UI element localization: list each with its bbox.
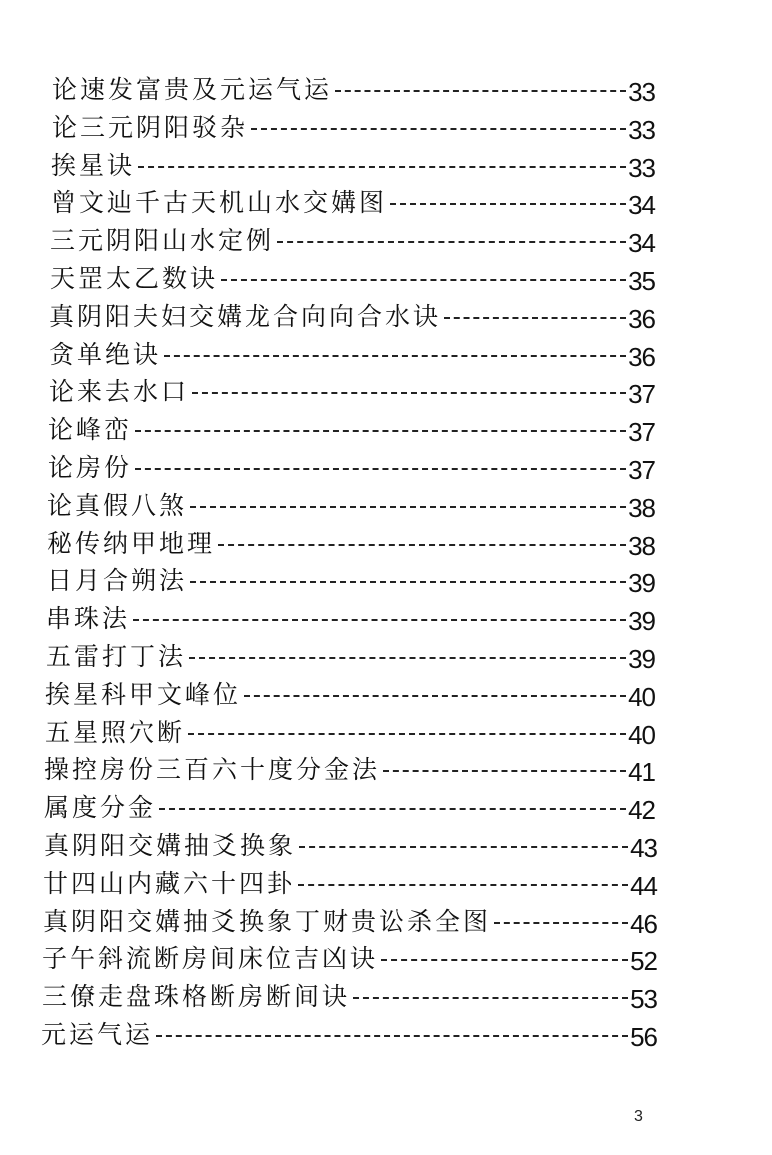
toc-entry-page: 33 — [628, 152, 655, 183]
toc-entry-page: 34 — [628, 227, 655, 258]
toc-entry — [45, 675, 655, 711]
toc-dot-leader — [494, 922, 628, 924]
toc-entry-page: 36 — [628, 303, 655, 334]
toc-entry-title: 操控房份三百六十度分金法 — [44, 755, 381, 784]
toc-entry-page: 33 — [628, 114, 655, 145]
toc-dot-leader — [251, 128, 626, 130]
toc-entry-title: 串珠法 — [46, 604, 131, 633]
toc-entry — [47, 524, 655, 560]
toc-entry-page: 34 — [628, 189, 655, 220]
toc-entry-page: 44 — [630, 870, 657, 901]
toc-entry-page: 36 — [628, 341, 655, 372]
toc-entry — [46, 637, 655, 673]
toc-dot-leader — [299, 846, 628, 848]
page-number: 3 — [634, 1108, 643, 1125]
toc-entry-title: 子午斜流断房间床位吉凶诀 — [42, 944, 379, 973]
toc-entry — [42, 939, 657, 975]
toc-dot-leader — [221, 279, 626, 281]
toc-entry-title: 天罡太乙数诀 — [50, 264, 219, 293]
toc-entry-title: 廿四山内藏六十四卦 — [43, 869, 296, 898]
toc-entry-title: 贪单绝诀 — [49, 340, 162, 369]
toc-dot-leader — [133, 619, 626, 621]
toc-entry-page: 37 — [628, 454, 655, 485]
toc-entry-title: 挨星诀 — [51, 151, 136, 180]
toc-entry-title: 论来去水口 — [49, 377, 190, 406]
toc-dot-leader — [218, 544, 626, 546]
toc-entry — [50, 221, 655, 257]
toc-entry-title: 属度分金 — [44, 793, 157, 822]
toc-entry-title: 论速发富贵及元运气运 — [52, 75, 333, 104]
toc-entry — [48, 410, 655, 446]
toc-entry-page: 38 — [628, 530, 655, 561]
toc-entry-title: 三僚走盘珠格断房断间诀 — [42, 982, 351, 1011]
toc-entry — [49, 372, 655, 408]
toc-entry-page: 43 — [630, 832, 657, 863]
toc-entry — [48, 448, 655, 484]
toc-entry-page: 46 — [630, 908, 657, 939]
toc-entry-title: 三元阴阳山水定例 — [50, 226, 275, 255]
toc-entry — [43, 864, 657, 900]
toc-entry-page: 42 — [628, 794, 655, 825]
toc-dot-leader — [277, 241, 626, 243]
toc-dot-leader — [135, 468, 626, 470]
toc-entry-title: 五雷打丁法 — [46, 642, 187, 671]
toc-entry-title: 五星照穴断 — [45, 718, 186, 747]
toc-dot-leader — [353, 997, 628, 999]
toc-entry-page: 33 — [628, 76, 655, 107]
toc-entry-title: 真阴阳夫妇交媾龙合向向合水诀 — [49, 302, 442, 331]
toc-entry-title: 曾文辿千古天机山水交媾图 — [51, 188, 388, 217]
toc-dot-leader — [156, 1035, 628, 1037]
toc-entry — [44, 750, 655, 786]
toc-entry-page: 52 — [630, 945, 657, 976]
toc-entry-title: 论房份 — [48, 453, 133, 482]
toc-entry-page: 56 — [630, 1021, 657, 1052]
toc-entry — [44, 788, 655, 824]
toc-dot-leader — [190, 581, 626, 583]
toc-entry-title: 论三元阴阳驳杂 — [52, 113, 249, 142]
toc-entry — [52, 108, 655, 144]
toc-entry-title: 挨星科甲文峰位 — [45, 680, 242, 709]
toc-dot-leader — [188, 733, 626, 735]
toc-dot-leader — [383, 770, 626, 772]
toc-entry — [41, 1015, 657, 1051]
toc-dot-leader — [135, 430, 626, 432]
toc-dot-leader — [444, 317, 626, 319]
toc-entry — [43, 902, 657, 938]
toc-entry-page: 38 — [628, 492, 655, 523]
toc-dot-leader — [192, 392, 626, 394]
toc-entry — [49, 335, 655, 371]
toc-entry-page: 35 — [628, 265, 655, 296]
toc-dot-leader — [159, 808, 626, 810]
toc-dot-leader — [164, 355, 626, 357]
toc-entry — [52, 70, 655, 106]
toc-dot-leader — [298, 884, 628, 886]
toc-entry-title: 真阴阳交媾抽爻换象丁财贵讼杀全图 — [43, 907, 492, 936]
toc-entry-page: 39 — [628, 643, 655, 674]
toc-dot-leader — [189, 657, 626, 659]
toc-entry-page: 40 — [628, 681, 655, 712]
toc-entry-page: 39 — [628, 605, 655, 636]
toc-entry-title: 论峰峦 — [48, 415, 133, 444]
toc-dot-leader — [138, 166, 626, 168]
toc-entry — [47, 486, 655, 522]
toc-entry — [51, 146, 655, 182]
toc-entry-title: 元运气运 — [41, 1020, 154, 1049]
toc-entry — [46, 599, 655, 635]
toc-entry-page: 53 — [630, 983, 657, 1014]
toc-dot-leader — [190, 506, 626, 508]
toc-entry-page: 37 — [628, 378, 655, 409]
toc-entry-title: 真阴阳交媾抽爻换象 — [44, 831, 297, 860]
toc-entry — [44, 826, 657, 862]
toc-entry — [50, 259, 655, 295]
toc-entry — [45, 713, 655, 749]
toc-entry-page: 39 — [628, 567, 655, 598]
toc-entry — [49, 297, 655, 333]
toc-entry-title: 日月合朔法 — [47, 566, 188, 595]
toc-entry-title: 秘传纳甲地理 — [47, 529, 216, 558]
toc-dot-leader — [244, 695, 626, 697]
toc-dot-leader — [335, 90, 626, 92]
toc-entry-page: 37 — [628, 416, 655, 447]
toc-entry-page: 41 — [628, 756, 655, 787]
toc-entry — [42, 977, 657, 1013]
toc-dot-leader — [381, 959, 628, 961]
toc-dot-leader — [390, 203, 626, 205]
toc-entry — [47, 561, 655, 597]
toc-entry — [51, 183, 655, 219]
toc-entry-page: 40 — [628, 719, 655, 750]
toc-entry-title: 论真假八煞 — [47, 491, 188, 520]
